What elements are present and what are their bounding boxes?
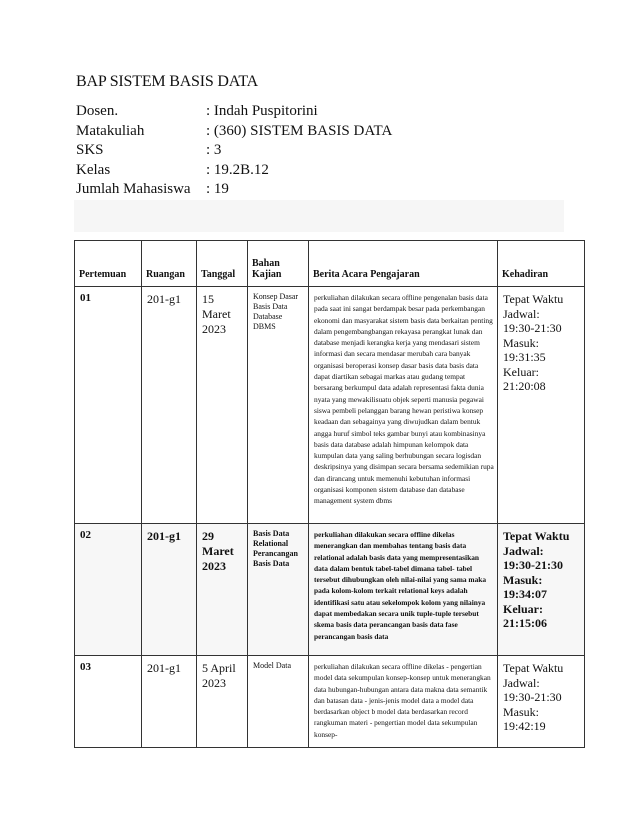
attendance-in: 19:42:19 xyxy=(503,719,546,733)
table-row xyxy=(75,656,585,748)
cell-topic: Konsep Dasar Basis Data Database DBMS xyxy=(248,287,309,524)
cell-report: perkuliahan dilakukan secara offline pengenalan basis data pada saat ini sangat berdampak besar pada perkembangan ekonomi dan masyarakat sistem basis data berkaitan penting dalam pengembangbangan rekayasa perangkat lunak dan database menjadi kerangka kerja yang mendasari sistem informasi dan secara mendasar merubah cara banyak organisasi beroperasi konsep dasar basis data basis data dapat diartikan sebagai markas atau gudang tempat bersarang berkumpul data adalah representasi fakta dunia nyata yang mewakilisuatu objek seperti manusia pegawai siswa pembeli pelanggan barang hewan peristiwa konsep keadaan dan sebagainya yang diwujudkan dalam bentuk angga huruf simbol teks gambar bunyi atau kombinasinya basis data database adalah himpunan kelompok data kumpulan data yang saling berhubungan secara logisdan deskripsinya yang disimpan secara bersama sedemikian rupa dan dirancang untuk memenuhi kebutuhan informasi organisasi komponen sistem database dan database management system dbms xyxy=(309,287,498,524)
teaching-report-table xyxy=(74,240,585,748)
header-attendance: Kehadiran xyxy=(498,241,585,287)
cell-topic: Basis Data Relational Perancangan Basis Data xyxy=(248,524,309,656)
table-header-row xyxy=(75,241,585,287)
attendance-status: Tepat Waktu Jadwal: xyxy=(503,292,564,321)
attendance-schedule: 19:30-21:30 xyxy=(503,321,562,335)
attendance-out-label: Keluar: xyxy=(503,601,543,616)
attendance-schedule: 19:30-21:30 xyxy=(503,690,562,704)
info-row-students xyxy=(76,180,392,200)
info-value: : (360) SISTEM BASIS DATA xyxy=(206,122,393,139)
header-meeting: Pertemuan xyxy=(75,241,142,287)
header-room: Ruangan xyxy=(142,241,197,287)
cell-date: 29 Maret 2023 xyxy=(197,524,248,656)
attendance-in: 19:34:07 xyxy=(503,587,547,601)
cell-date: 5 April 2023 xyxy=(197,656,248,748)
shaded-band xyxy=(74,200,564,232)
attendance-status: Tepat Waktu Jadwal: xyxy=(503,529,570,558)
info-label: Jumlah Mahasiswa xyxy=(76,181,191,198)
info-label: SKS xyxy=(76,142,104,159)
cell-report: perkuliahan dilakukan secara offline dikelas menerangkan dan membahas tentang basis data relational adalah basis data yang mempresentasikan data dalam bentuk tabel-tabel dimana tabel- tabel tersebut dihubungkan oleh nilai-nilai yang sama maka pada kolom-kolom terkait relational keys adalah identifikasi satu atau sekelompok kolom yang nilainya dapat membedakan secara unik tuple-tuple tersebut skema basis data perancangan basis data fase perancangan basis data xyxy=(309,524,498,656)
cell-meeting: 02 xyxy=(75,524,142,656)
cell-topic: Model Data xyxy=(248,656,309,748)
attendance-in-label: Masuk: xyxy=(503,572,543,587)
cell-meeting: 01 xyxy=(75,287,142,524)
info-label: Matakuliah xyxy=(76,122,145,139)
info-label: Kelas xyxy=(76,161,111,178)
cell-room: 201-g1 xyxy=(142,656,197,748)
info-label: Dosen. xyxy=(76,103,119,119)
header-report: Berita Acara Pengajaran xyxy=(309,241,498,287)
info-value: : 19 xyxy=(206,181,229,198)
cell-room: 201-g1 xyxy=(142,524,197,656)
report-text: perkuliahan dilakukan secara offline dikelas - pengertian model data sekumpulan konsep-konsep untuk menerangkan data hubungan-hubungan antara data makna data semantik dan batasan data - jenis-jenis model data a model data berdasarkan object b model data berdasarkan record rangkuman materi - pengertian model data sekumpulan konsep- xyxy=(314,662,491,739)
attendance-schedule: 19:30-21:30 xyxy=(503,558,563,572)
cell-attendance xyxy=(498,524,585,656)
info-row-lecturer xyxy=(76,102,392,122)
document-title: BAP SISTEM BASIS DATA xyxy=(76,73,258,90)
attendance-out-label: Keluar: xyxy=(503,364,539,379)
table-row xyxy=(75,524,585,656)
attendance-in: 19:31:35 xyxy=(503,350,546,364)
info-value: : 3 xyxy=(206,142,222,159)
header-date: Tanggal xyxy=(197,241,248,287)
attendance-in-label: Masuk: xyxy=(503,335,539,350)
cell-report xyxy=(309,656,498,748)
attendance-status: Tepat Waktu Jadwal: xyxy=(503,661,564,690)
info-value: : 19.2B.12 xyxy=(206,161,269,178)
cell-room: 201-g1 xyxy=(142,287,197,524)
cell-attendance xyxy=(498,656,585,748)
cell-attendance xyxy=(498,287,585,524)
info-row-class xyxy=(76,161,392,181)
cell-date: 15 Maret 2023 xyxy=(197,287,248,524)
cell-meeting: 03 xyxy=(75,656,142,748)
info-row-credits xyxy=(76,141,392,161)
attendance-out: 21:15:06 xyxy=(503,616,547,630)
info-value: : Indah Puspitorini xyxy=(206,103,318,119)
course-info xyxy=(76,102,392,200)
attendance-in-label: Masuk: xyxy=(503,704,539,719)
info-row-course xyxy=(76,122,392,142)
header-topic: Bahan Kajian xyxy=(248,241,309,287)
table-row xyxy=(75,287,585,524)
attendance-out: 21:20:08 xyxy=(503,379,546,393)
